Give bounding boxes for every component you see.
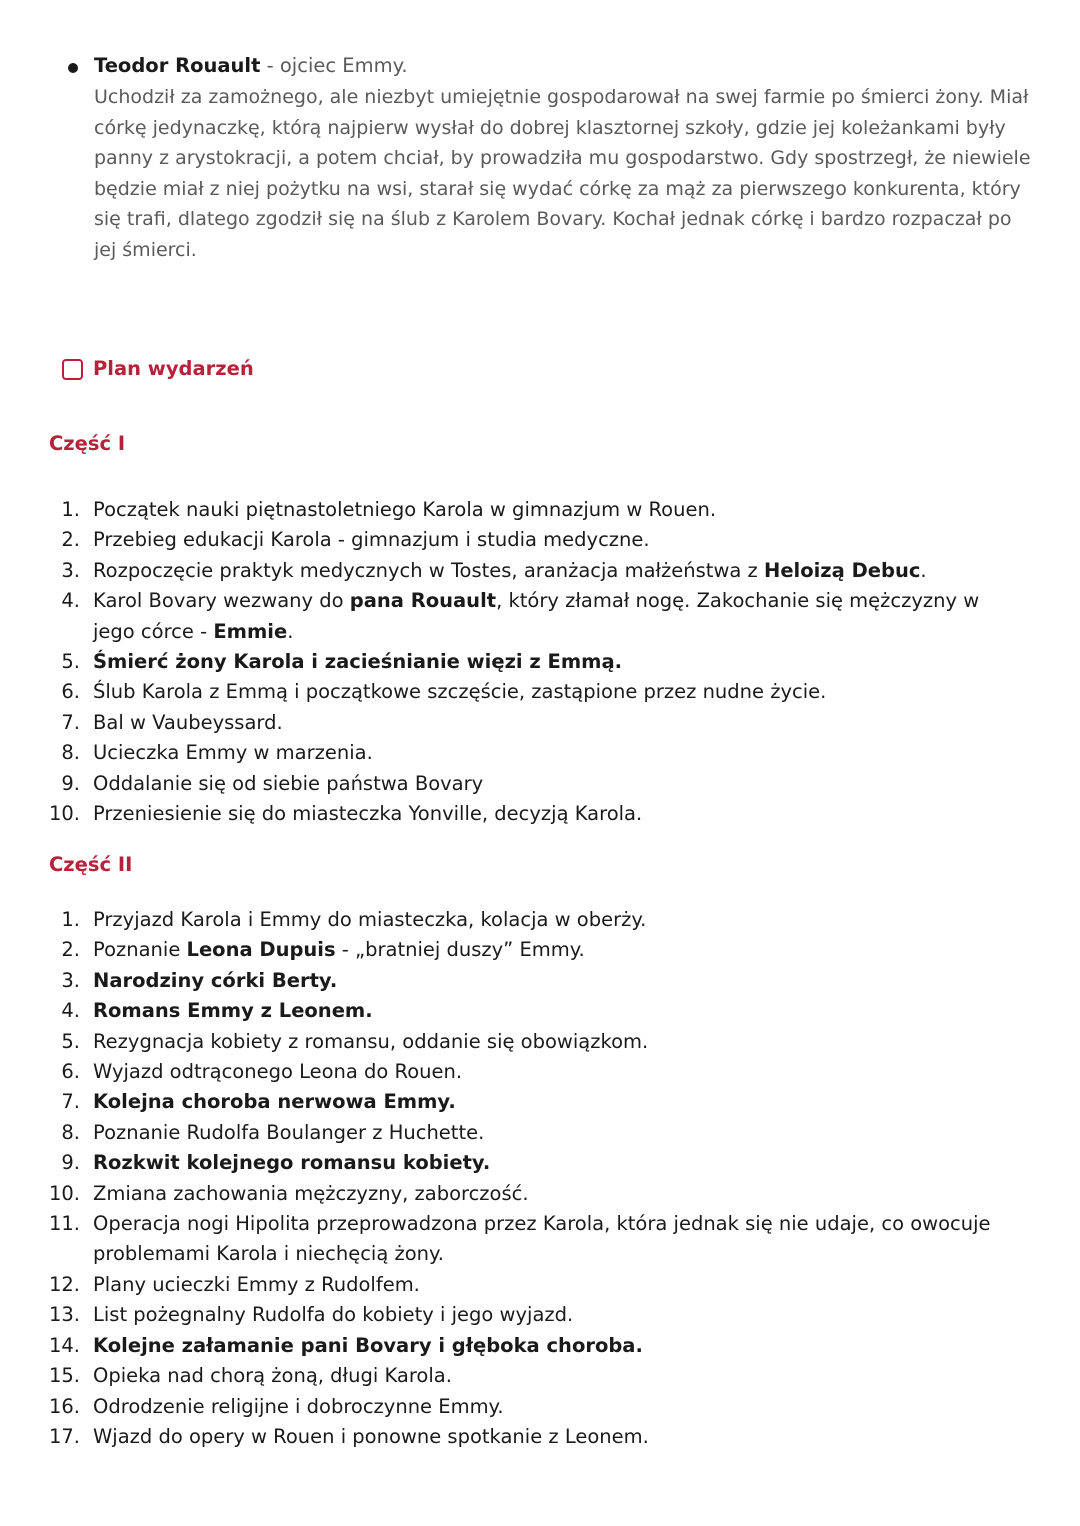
list-item xyxy=(0,935,1080,965)
list-item-number: 13. xyxy=(48,1303,80,1327)
list-item-text xyxy=(93,677,1013,707)
list-item-text xyxy=(93,708,1013,738)
text-segment: Poznanie xyxy=(93,938,187,962)
list-item-text xyxy=(93,1331,1013,1361)
list-item xyxy=(0,1148,1080,1178)
list-item-number: 6. xyxy=(61,1060,80,1084)
character-role: - ojciec Emmy. xyxy=(260,54,408,77)
list-item-text xyxy=(93,1270,1013,1300)
list-item xyxy=(0,1392,1080,1422)
text-segment: Początek nauki piętnastoletniego Karola w gimnazjum w Rouen. xyxy=(93,498,717,521)
list-item-text xyxy=(93,586,1013,647)
text-segment: Ucieczka Emmy w marzenia. xyxy=(93,741,373,765)
list-item-number: 14. xyxy=(48,1333,80,1357)
list-item xyxy=(0,996,1080,1026)
character-description: Uchodził za zamożnego, ale niezbyt umiejętnie gospodarował na swej farmie po śmierci żony. Miał córkę jedynaczkę, którą najpierw wysłał do dobrej klasztornej szkoły, gdzie jej koleżankami były panny z arystokracji, a potem chciał, by prowadziła mu gospodarstwo. Gdy spostrzegł, że niewiele będzie miał z niej pożytku na wsi, starał się wydać córkę za mąż za pierwszego konkurenta, który się trafi, dlatego zgodził się na ślub z Karolem Bovary. Kochał jednak córkę i bardzo rozpaczał po jej śmierci. xyxy=(94,86,1031,261)
part-2-heading: Część II xyxy=(49,853,133,876)
list-item-number: 5. xyxy=(61,650,80,674)
bold-text: Śmierć żony Karola i zacieśnianie więzi z Emmą. xyxy=(93,650,623,674)
list-item-text xyxy=(93,1057,1013,1087)
list-item-number: 4. xyxy=(61,589,80,613)
list-item-text xyxy=(93,1300,1013,1330)
text-segment: Zmiana zachowania mężczyzny, zaborczość. xyxy=(93,1181,529,1205)
list-item-text xyxy=(93,525,1013,555)
list-item-text xyxy=(93,738,1013,768)
text-segment: . xyxy=(920,558,927,582)
list-item xyxy=(0,1087,1080,1117)
list-item-number: 15. xyxy=(48,1364,80,1388)
part-1-list xyxy=(0,495,1080,829)
list-item-text xyxy=(93,495,1013,525)
list-item xyxy=(0,738,1080,768)
text-segment: List pożegnalny Rudolfa do kobiety i jego wyjazd. xyxy=(93,1303,574,1327)
list-item-number: 5. xyxy=(61,1029,80,1053)
list-item-number: 7. xyxy=(61,1090,80,1114)
list-item xyxy=(0,769,1080,799)
list-item-number: 3. xyxy=(61,558,80,582)
list-item xyxy=(0,1057,1080,1087)
list-item xyxy=(0,799,1080,829)
text-segment: Karol Bovary wezwany do xyxy=(93,589,350,613)
list-item xyxy=(0,525,1080,555)
part-2-list xyxy=(0,905,1080,1452)
list-item-number: 2. xyxy=(61,528,80,552)
list-item-number: 10. xyxy=(48,1181,80,1205)
list-item-number: 12. xyxy=(48,1272,80,1296)
list-item-number: 10. xyxy=(48,802,80,826)
list-item-number: 17. xyxy=(48,1424,80,1448)
list-item-number: 1. xyxy=(61,908,80,931)
bold-text: Rozkwit kolejnego romansu kobiety. xyxy=(93,1151,491,1175)
list-item xyxy=(0,556,1080,586)
list-item-number: 6. xyxy=(61,680,80,704)
checkbox-icon[interactable] xyxy=(62,359,83,380)
text-segment: Odrodzenie religijne i dobroczynne Emmy. xyxy=(93,1394,504,1418)
list-item xyxy=(0,708,1080,738)
text-segment: - „bratniej duszy” Emmy. xyxy=(335,938,585,962)
plan-section-label: Plan wydarzeń xyxy=(93,357,254,380)
list-item-text xyxy=(93,799,1013,829)
list-item-text xyxy=(93,556,1013,586)
bold-text: Kolejne załamanie pani Bovary i głęboka choroba. xyxy=(93,1333,643,1357)
list-item xyxy=(0,1361,1080,1391)
text-segment: Przebieg edukacji Karola - gimnazjum i studia medyczne. xyxy=(93,528,650,552)
list-item-number: 3. xyxy=(61,968,80,992)
list-item-number: 8. xyxy=(61,741,80,765)
list-item-text xyxy=(93,1209,1013,1270)
list-item-number: 2. xyxy=(61,938,80,962)
list-item-text xyxy=(93,647,1013,677)
text-segment: Poznanie Rudolfa Boulanger z Huchette. xyxy=(93,1120,485,1144)
list-item xyxy=(0,677,1080,707)
bold-text: Leona Dupuis xyxy=(186,938,336,962)
list-item-text xyxy=(93,769,1013,799)
text-segment: Plany ucieczki Emmy z Rudolfem. xyxy=(93,1272,420,1296)
text-segment: Rozpoczęcie praktyk medycznych w Tostes, aranżacja małżeństwa z xyxy=(93,558,764,582)
text-segment: Ślub Karola z Emmą i początkowe szczęście, zastąpione przez nudne życie. xyxy=(93,680,827,704)
text-segment: , który złamał nogę. Zakochanie się mężczyzny w jego córce - xyxy=(93,589,980,643)
character-title xyxy=(94,51,408,81)
list-item xyxy=(0,647,1080,677)
list-item xyxy=(0,495,1080,525)
list-item-number: 8. xyxy=(61,1120,80,1144)
list-item-text xyxy=(93,1361,1013,1391)
text-segment: Operacja nogi Hipolita przeprowadzona przez Karola, która jednak się nie udaje, co owocuje problemami Karola i niechęcią żony. xyxy=(93,1212,991,1266)
list-item-text xyxy=(93,1392,1013,1422)
text-segment: Wjazd do opery w Rouen i ponowne spotkanie z Leonem. xyxy=(93,1424,649,1448)
bold-text: pana Rouault xyxy=(349,589,497,613)
list-item-number: 1. xyxy=(61,498,80,521)
text-segment: Oddalanie się od siebie państwa Bovary xyxy=(93,771,484,795)
bold-text: Narodziny córki Berty. xyxy=(93,968,338,992)
list-item-text xyxy=(93,996,1013,1026)
list-item xyxy=(0,1118,1080,1148)
list-item xyxy=(0,1270,1080,1300)
list-item-text xyxy=(93,1118,1013,1148)
text-segment: Bal w Vaubeyssard. xyxy=(93,710,283,734)
part-1-heading: Część I xyxy=(49,432,126,455)
list-item-number: 16. xyxy=(48,1394,80,1418)
list-item-text xyxy=(93,1148,1013,1178)
list-item xyxy=(0,1209,1080,1270)
list-item-text xyxy=(93,905,1013,935)
list-item-number: 7. xyxy=(61,710,80,734)
list-item-text xyxy=(93,935,1013,965)
bold-text: Emmie xyxy=(213,619,288,643)
list-item xyxy=(0,1179,1080,1209)
bold-text: Romans Emmy z Leonem. xyxy=(93,999,373,1023)
list-item xyxy=(0,966,1080,996)
list-item-number: 9. xyxy=(61,1151,80,1175)
list-item-text xyxy=(93,1422,1013,1452)
text-segment: . xyxy=(287,619,294,643)
list-item xyxy=(0,1422,1080,1452)
text-segment: Opieka nad chorą żoną, długi Karola. xyxy=(93,1364,452,1388)
list-item xyxy=(0,1331,1080,1361)
bold-text: Heloizą Debuc xyxy=(764,558,921,582)
list-item-text xyxy=(93,966,1013,996)
text-segment: Przyjazd Karola i Emmy do miasteczka, kolacja w oberży. xyxy=(93,908,647,931)
character-name: Teodor Rouault xyxy=(94,54,261,77)
list-item-number: 11. xyxy=(48,1212,80,1236)
list-item xyxy=(0,1027,1080,1057)
bold-text: Kolejna choroba nerwowa Emmy. xyxy=(93,1090,456,1114)
list-item-text xyxy=(93,1027,1013,1057)
list-item-number: 9. xyxy=(61,771,80,795)
text-segment: Przeniesienie się do miasteczka Yonville, decyzją Karola. xyxy=(93,802,643,826)
list-item-text xyxy=(93,1179,1013,1209)
text-segment: Rezygnacja kobiety z romansu, oddanie się obowiązkom. xyxy=(93,1029,649,1053)
list-item-text xyxy=(93,1087,1013,1117)
list-item-number: 4. xyxy=(61,999,80,1023)
list-item xyxy=(0,586,1080,647)
list-item xyxy=(0,905,1080,935)
list-item xyxy=(0,1300,1080,1330)
text-segment: Wyjazd odtrąconego Leona do Rouen. xyxy=(93,1060,463,1084)
bullet-dot xyxy=(68,63,78,73)
